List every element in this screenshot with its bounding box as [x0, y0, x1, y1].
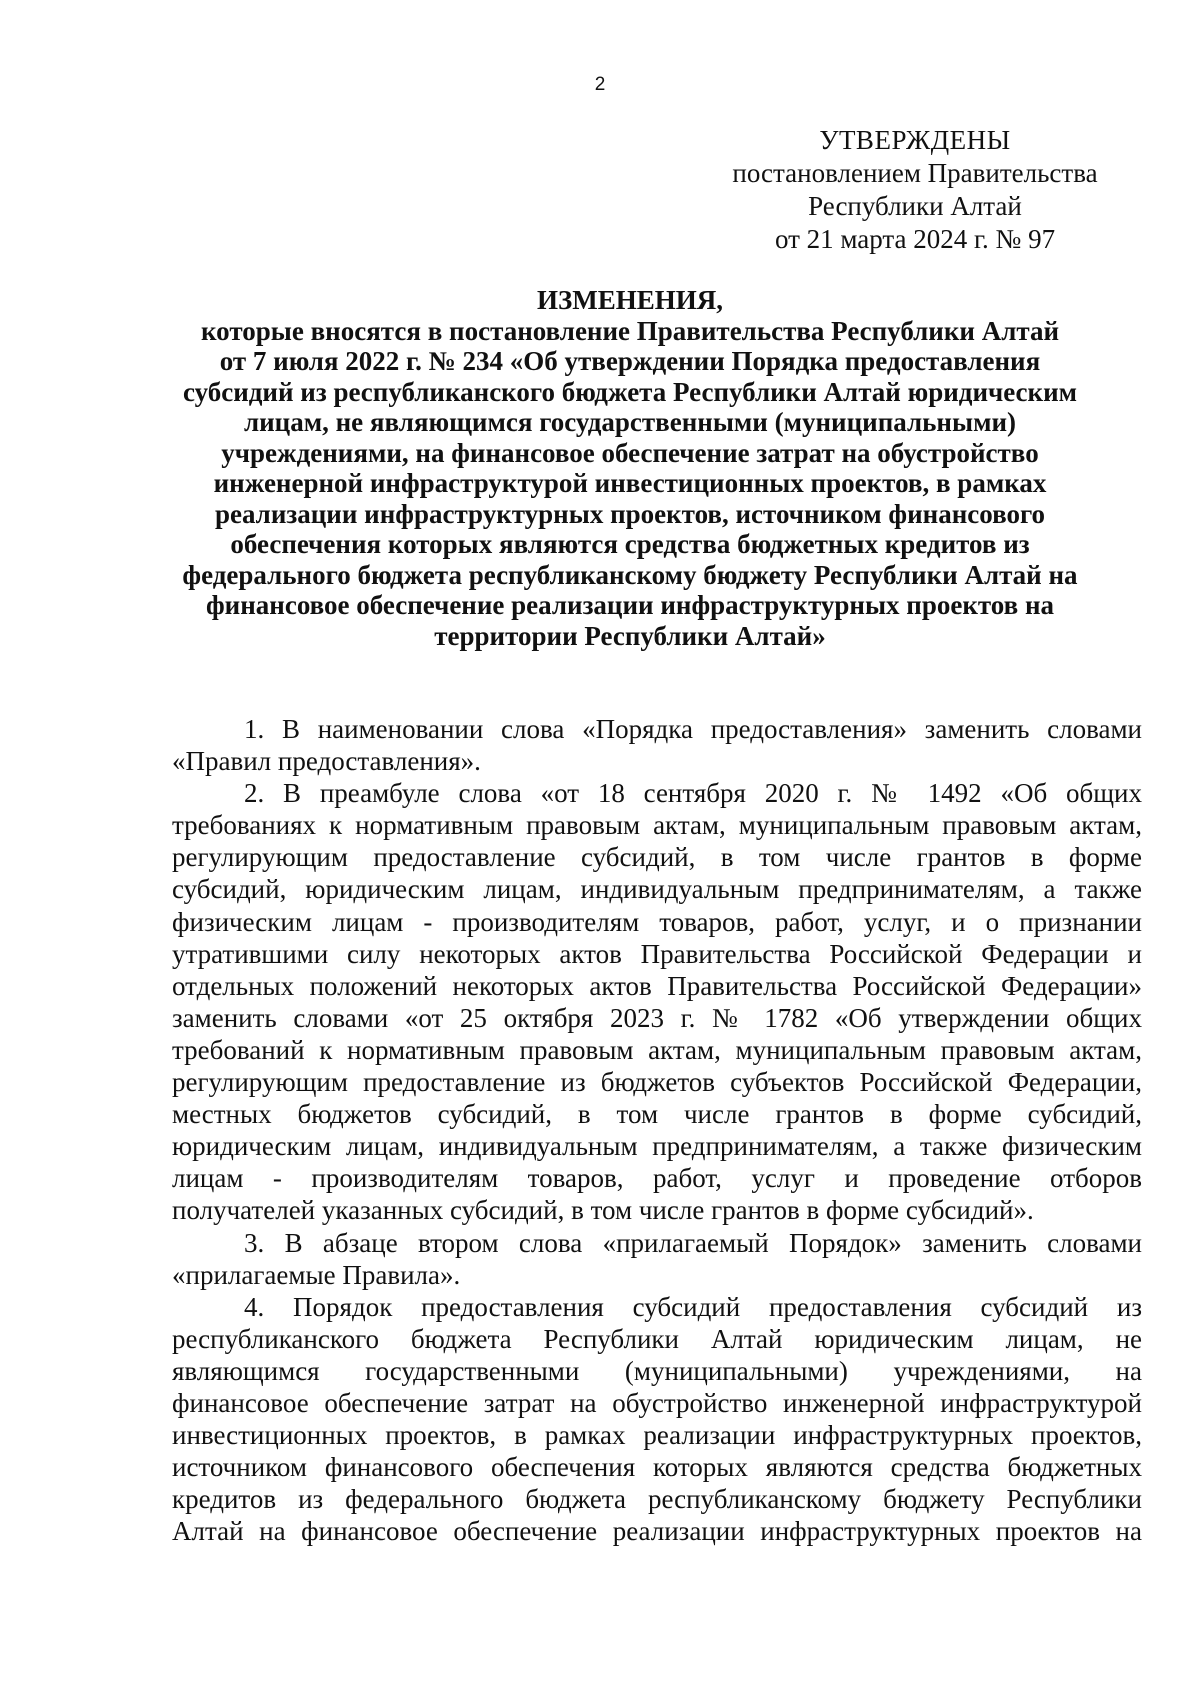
text-line: лицам - производителям товаров, работ, услуг и проведение отборов — [172, 1163, 1142, 1194]
text-line: местных бюджетов субсидий, в том числе грантов в форме субсидий, — [172, 1099, 1142, 1130]
text-line: «Правил предоставления». — [172, 746, 481, 777]
text-line: регулирующим предоставление субсидий, в том числе грантов в форме — [172, 842, 1142, 873]
text-line: требованиях к нормативным правовым актам, муниципальным правовым актам, — [172, 810, 1142, 841]
title-line: которые вносятся в постановление Правительства Республики Алтай — [200, 315, 1060, 346]
title-line: обеспечения которых являются средства бюджетных кредитов из — [230, 529, 1030, 559]
title-line: лицам, не являющимся государственными (муниципальными) — [243, 407, 1017, 437]
approval-line: Республики Алтай — [808, 191, 1022, 221]
paragraph-3 — [172, 1227, 1142, 1291]
text-line: республиканского бюджета Республики Алтай юридическим лицам, не — [172, 1323, 1142, 1354]
text-line: субсидий, юридическим лицам, индивидуальным предпринимателям, а также — [172, 874, 1142, 905]
title-line: учреждениями, на финансовое обеспечение затрат на обустройство — [221, 437, 1039, 468]
title-heading: ИЗМЕНЕНИЯ, — [536, 285, 723, 315]
text-line: требований к нормативным правовым актам, муниципальным правовым актам, — [172, 1034, 1142, 1065]
text-line: получателей указанных субсидий, в том числе грантов в форме субсидий». — [172, 1195, 1034, 1226]
approval-line: от 21 марта 2024 г. № 97 — [774, 224, 1056, 254]
text-line: 1. В наименовании слова «Порядка предоставления» заменить словами — [244, 714, 1142, 744]
text-line: регулирующим предоставление из бюджетов субъектов Российской Федерации, — [172, 1067, 1142, 1098]
page-number: 2 — [594, 74, 606, 95]
title-line: территории Республики Алтай» — [434, 620, 826, 651]
text-line: 2. В преамбуле слова «от 18 сентября 2020 г. № 1492 «Об общих — [244, 778, 1142, 809]
text-line: Алтай на финансовое обеспечение реализации инфраструктурных проектов на — [172, 1516, 1142, 1547]
text-line: инвестиционных проектов, в рамках реализации инфраструктурных проектов, — [172, 1420, 1142, 1451]
text-line: источником финансового обеспечения которых являются средства бюджетных — [172, 1452, 1142, 1483]
paragraph-4 — [172, 1291, 1142, 1548]
approval-line: постановлением Правительства — [732, 158, 1098, 188]
document-body — [172, 713, 1142, 1547]
text-line: финансовое обеспечение затрат на обустройство инженерной инфраструктурой — [172, 1387, 1142, 1418]
text-line: заменить словами «от 25 октября 2023 г. № 1782 «Об утверждении общих — [172, 1002, 1142, 1033]
title-line: федерального бюджета республиканскому бюджету Республики Алтай на — [182, 559, 1078, 590]
approval-heading: УТВЕРЖДЕНЫ — [819, 125, 1011, 155]
text-line: юридическим лицам, индивидуальным предпринимателям, а также физическим — [172, 1131, 1142, 1162]
text-line: физическим лицам - производителям товаров, работ, услуг, и о признании — [172, 906, 1142, 937]
title-line: инженерной инфраструктурой инвестиционных проектов, в рамках — [213, 468, 1047, 498]
text-line: кредитов из федерального бюджета республиканскому бюджету Республики — [172, 1484, 1142, 1515]
title-line: от 7 июля 2022 г. № 234 «Об утверждении Порядка предоставления — [219, 346, 1041, 376]
text-line: 3. В абзаце втором слова «прилагаемый Порядок» заменить словами — [244, 1227, 1142, 1258]
title-line: реализации инфраструктурных проектов, источником финансового — [214, 498, 1046, 529]
document-title — [130, 285, 1130, 651]
title-line: финансовое обеспечение реализации инфраструктурных проектов на — [205, 590, 1055, 620]
paragraph-2 — [172, 777, 1142, 1226]
text-line: 4. Порядок предоставления субсидий предоставления субсидий из — [244, 1291, 1142, 1322]
paragraph-1 — [172, 713, 1142, 777]
text-line: отдельных положений некоторых актов Правительства Российской Федерации» — [172, 970, 1142, 1001]
text-line: являющимся государственными (муниципальными) учреждениями, на — [172, 1355, 1142, 1386]
text-line: утратившими силу некоторых актов Правительства Российской Федерации и — [172, 938, 1142, 969]
approval-stamp — [700, 124, 1130, 256]
title-line: субсидий из республиканского бюджета Республики Алтай юридическим — [182, 376, 1078, 407]
text-line: «прилагаемые Правила». — [172, 1259, 461, 1290]
